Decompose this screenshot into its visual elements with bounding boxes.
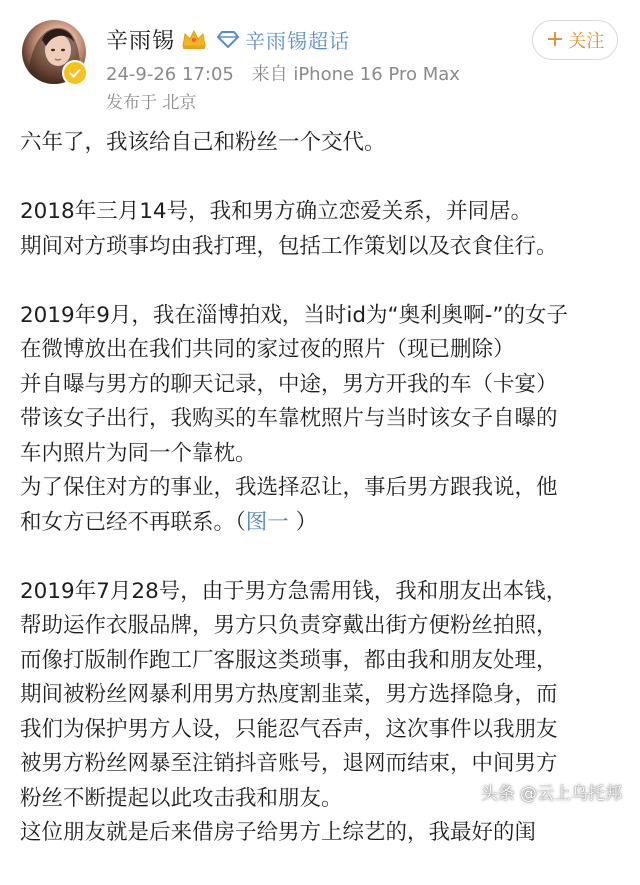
text-line: 为了保住对方的事业，我选择忍让，事后男方跟我说，他 [20, 475, 558, 500]
post-source: 来自 iPhone 16 Pro Max [251, 64, 460, 85]
post-header [0, 0, 640, 118]
text-line: 2019年7月28号，由于男方急需用钱，我和朋友出本钱， [20, 578, 568, 604]
text-line: 我们为保护男方人设，只能忍气吞声，这次事件以我朋友 [20, 716, 558, 742]
text-line: 而像打版制作跑工厂客服这类琐事，都由我和朋友处理， [20, 647, 558, 673]
name-row [106, 24, 350, 54]
paragraph-1 [20, 126, 626, 161]
text-segment: 和女方已经不再联系。（ [20, 509, 246, 535]
text-line: 期间对方琐事均由我打理，包括工作策划以及衣食住行。 [20, 233, 558, 259]
text-line: 在微博放出在我们共同的家过夜的照片（现已删除） [20, 337, 515, 362]
paragraph-3 [20, 299, 626, 541]
post-meta [106, 60, 460, 86]
text-line: 并自曝与男方的聊天记录，中途，男方开我的车（卡宴） [20, 371, 558, 397]
follow-button-label: 关注 [568, 31, 605, 52]
watermark: 头条 @云上乌托邦 [480, 784, 622, 804]
paragraph-4 [20, 575, 626, 851]
text-line [20, 506, 626, 541]
text-line: 车内照片为同一个靠枕。 [20, 440, 257, 466]
supertopic-link[interactable]: 辛雨锡超话 [245, 28, 351, 53]
text-line: 带该女子出行，我购买的车靠枕照片与当时该女子自曝的 [20, 406, 558, 431]
plus-icon: + [545, 27, 565, 52]
text-line: 2018年三月14号，我和男方确立恋爱关系，并同居。 [20, 199, 533, 224]
post-body [20, 126, 626, 885]
text-line: 被男方粉丝网暴至注销抖音账号，退网而结束，中间男方 [20, 751, 558, 776]
text-line: 2019年9月，我在淄博拍戏，当时id为“奥利奥啊-”的女子 [20, 302, 569, 328]
text-line: 六年了，我该给自己和粉丝一个交代。 [20, 130, 386, 155]
text-line: 这位朋友就是后来借房子给男方上综艺的，我最好的闺 [20, 820, 537, 845]
image-link[interactable]: 图一 [245, 509, 289, 535]
crown-icon[interactable] [181, 28, 207, 50]
text-segment: ） [288, 509, 318, 535]
follow-button[interactable] [532, 20, 618, 60]
text-line: 帮助运作衣服品牌，男方只负责穿戴出街方便粉丝拍照， [20, 613, 558, 638]
verified-badge-icon [62, 60, 88, 86]
paragraph-2 [20, 195, 626, 264]
post-location: 发布于 北京 [106, 93, 197, 113]
text-line: 粉丝不断提起以此攻击我和朋友。 [20, 785, 343, 811]
avatar[interactable] [22, 20, 86, 84]
text-line: 期间被粉丝网暴利用男方热度割韭菜，男方选择隐身，而 [20, 682, 558, 707]
diamond-icon [217, 30, 239, 48]
username[interactable]: 辛雨锡 [106, 28, 176, 54]
post-timestamp: 24-9-26 17:05 [106, 64, 234, 85]
